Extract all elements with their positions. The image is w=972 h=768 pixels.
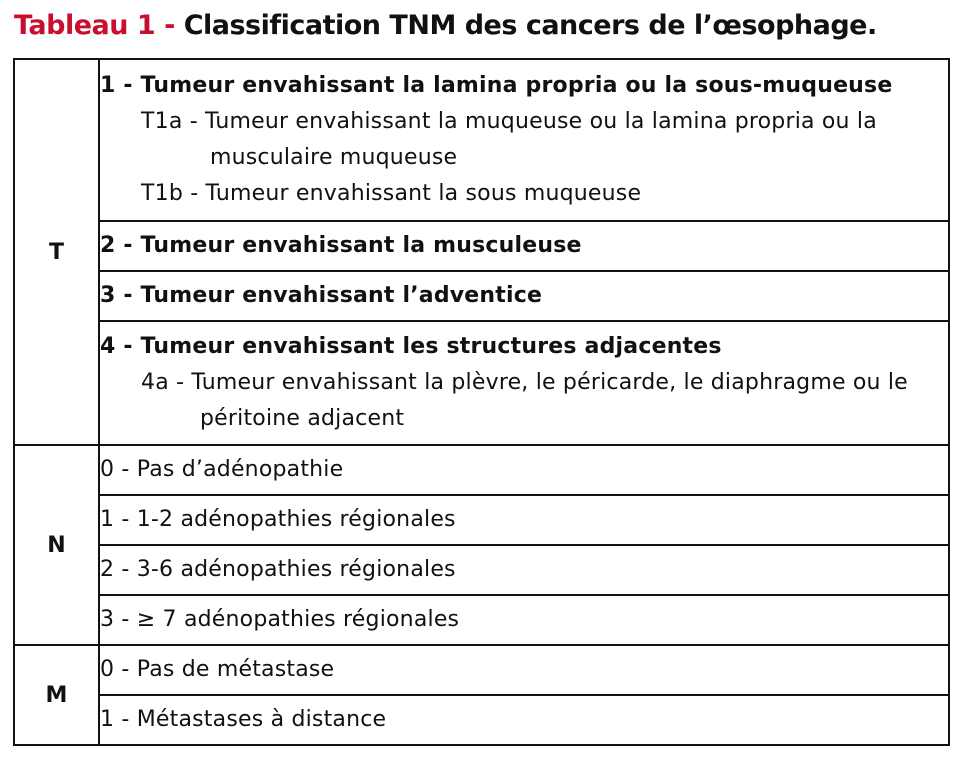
n2-text: 2 - 3-6 adénopathies régionales: [100, 557, 456, 582]
m1-cell: [99, 695, 949, 745]
table-title-text: Classification TNM des cancers de l’œsophage.: [183, 10, 877, 41]
m0-cell: [99, 645, 949, 695]
t3-heading: 3 - Tumeur envahissant l’adventice: [100, 283, 543, 308]
t2-heading: 2 - Tumeur envahissant la musculeuse: [100, 233, 582, 258]
n3-text: 3 - ≥ 7 adénopathies régionales: [100, 607, 460, 632]
t4-heading: 4 - Tumeur envahissant les structures adjacentes: [100, 334, 722, 359]
n0-text: 0 - Pas d’adénopathie: [100, 457, 344, 482]
t1-cell: [99, 59, 949, 221]
t1-heading: 1 - Tumeur envahissant la lamina propria ou la sous-muqueuse: [100, 73, 893, 98]
table-row: [14, 221, 949, 271]
category-m-label: M: [14, 645, 99, 745]
n2-cell: [99, 545, 949, 595]
t2-cell: [99, 221, 949, 271]
table-row: [14, 271, 949, 321]
t4a-description: 4a - Tumeur envahissant la plèvre, le péricarde, le diaphragme ou le péritoine adjacent: [141, 370, 908, 431]
n1-text: 1 - 1-2 adénopathies régionales: [100, 507, 456, 532]
t4-cell: [99, 321, 949, 445]
table-row: [14, 695, 949, 745]
tnm-classification-table: [13, 58, 950, 746]
table-row: [14, 595, 949, 645]
m1-text: 1 - Métastases à distance: [100, 707, 387, 732]
table-title: [14, 10, 877, 41]
table-title-label: Tableau 1 -: [14, 10, 184, 41]
table-row: [14, 645, 949, 695]
m0-text: 0 - Pas de métastase: [100, 657, 335, 682]
category-t-label: T: [14, 59, 99, 445]
category-n-label: N: [14, 445, 99, 645]
table-row: [14, 321, 949, 445]
table-row: [14, 445, 949, 495]
t3-cell: [99, 271, 949, 321]
table-row: [14, 545, 949, 595]
t1b-description: T1b - Tumeur envahissant la sous muqueuse: [141, 181, 642, 206]
table-row: [14, 495, 949, 545]
n0-cell: [99, 445, 949, 495]
n3-cell: [99, 595, 949, 645]
n1-cell: [99, 495, 949, 545]
table-row: [14, 59, 949, 221]
t1a-description: T1a - Tumeur envahissant la muqueuse ou la lamina propria ou la musculaire muqueuse: [141, 109, 877, 170]
